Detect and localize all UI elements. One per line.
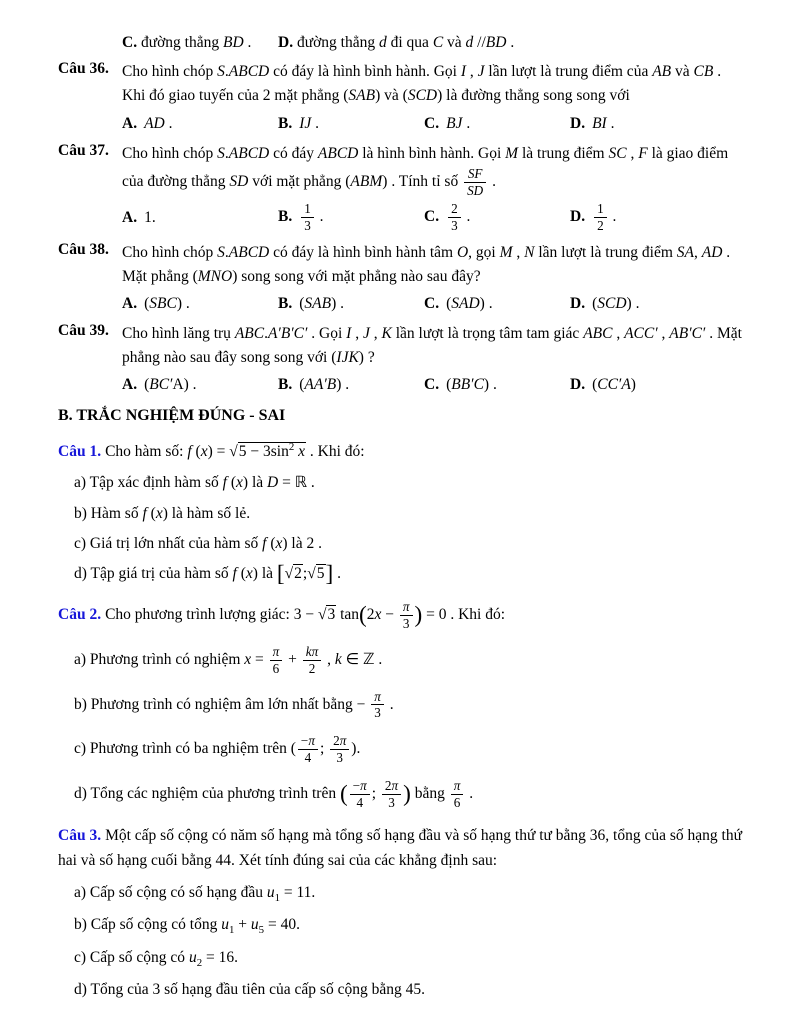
option-b-text: IJ . — [299, 114, 320, 132]
statement-c: c) Phương trình có ba nghiệm trên ( $\frac{-\pi}{4}$ ; $\frac{2\pi}{3}$ ). — [74, 733, 361, 766]
option-c-letter: C. — [424, 376, 440, 394]
question-38-label: Câu 38. — [58, 240, 109, 258]
option-b — [278, 373, 424, 396]
question-37-options — [122, 201, 742, 234]
question-36 — [58, 60, 742, 134]
cau-1-head — [58, 439, 742, 465]
option-a-text: AD . — [144, 114, 173, 132]
option-a-text: 1. — [144, 209, 156, 227]
option-d-text: $\frac{1}{2}$ . — [592, 208, 616, 225]
statement-b: b) Phương trình có nghiệm âm lớn nhất bằng − $\frac{\pi}{3}$ . — [74, 688, 394, 721]
option-a — [122, 206, 278, 229]
prev-option-c: C. đường thẳng BD . — [122, 34, 252, 51]
cau-2-head — [58, 599, 742, 632]
question-36-options — [122, 112, 742, 135]
option-c-letter: C. — [424, 114, 440, 132]
option-a — [122, 112, 278, 135]
cau-3-head — [58, 824, 742, 874]
option-b-text: (SAB) . — [299, 294, 344, 312]
cau-2-label: Câu 2. — [58, 606, 102, 624]
question-39-label: Câu 39. — [58, 322, 109, 340]
option-b-letter: B. — [278, 208, 293, 226]
cau-3-label: Câu 3. — [58, 827, 102, 845]
option-b — [278, 292, 424, 315]
cau-2 — [58, 599, 742, 810]
statement-a: a) Cấp số cộng có số hạng đầu $u_1 = 11$. — [74, 884, 316, 905]
option-c-letter: C. — [424, 294, 440, 312]
question-39-body: Cho hình lăng trụ ABC.A′B′C′ . Gọi I , J , K lần lượt là trọng tâm tam giác ABC , ACC′ , AB′C′ . Mặt phẳng nào sau đây song song với (IJK) ? — [122, 325, 742, 367]
option-d-letter: D. — [570, 114, 586, 132]
option-c-text: BJ . — [446, 114, 471, 132]
question-39-options — [122, 373, 742, 396]
option-b-letter: B. — [278, 114, 293, 132]
option-b-text: (AA′B) . — [299, 376, 350, 394]
option-d — [570, 292, 742, 315]
statement-d: d) Tập giá trị của hàm số f (x) là [√2;√5] . — [74, 561, 341, 588]
option-c — [424, 112, 570, 135]
question-37-label: Câu 37. — [58, 141, 109, 159]
option-c-text: $\frac{2}{3}$ . — [446, 208, 470, 225]
option-b-text: $\frac{1}{3}$ . — [299, 208, 323, 225]
option-b — [278, 112, 424, 135]
option-c-letter: C. — [424, 208, 440, 226]
option-d-letter: D. — [570, 376, 586, 394]
option-a-letter: A. — [122, 209, 138, 227]
option-a-text: (BC′A) . — [144, 376, 197, 394]
option-a — [122, 373, 278, 396]
cau-1-label: Câu 1. — [58, 442, 102, 460]
statement-b: b) Hàm số f (x) là hàm số lẻ. — [74, 504, 251, 522]
option-c — [424, 373, 570, 396]
option-c-text: (BB′C) . — [446, 376, 497, 394]
option-d — [570, 112, 742, 135]
statement-b: b) Cấp số cộng có tổng $u_1 + u_5 = 40$. — [74, 916, 300, 937]
option-d-text: BI . — [592, 114, 615, 132]
option-a-text: (SBC) . — [144, 294, 190, 312]
statement-c: c) Cấp số cộng có $u_2 = 16$. — [74, 948, 238, 969]
question-36-label: Câu 36. — [58, 60, 109, 78]
option-c-text: (SAD) . — [446, 294, 493, 312]
option-d-letter: D. — [570, 294, 586, 312]
option-a-letter: A. — [122, 114, 138, 132]
statement-a: a) Phương trình có nghiệm x = $\frac{\pi}{6}$ + $\frac{k\pi}{2}$ , k ∈ ℤ . — [74, 644, 383, 676]
section-b-heading: B. TRẮC NGHIỆM ĐÚNG - SAI — [58, 406, 286, 424]
option-b — [278, 201, 424, 234]
question-38-options — [122, 292, 742, 315]
statement-c: c) Giá trị lớn nhất của hàm số f (x) là 2 . — [74, 534, 322, 552]
option-c — [424, 201, 570, 234]
question-38 — [58, 241, 742, 315]
cau-3-statements — [74, 881, 742, 1001]
option-d — [570, 201, 742, 234]
option-a-letter: A. — [122, 294, 138, 312]
question-38-body: Cho hình chóp S.ABCD có đáy là hình bình hành tâm O, gọi M , N lần lượt là trung điểm SA, AD . Mặt phẳng (MNO) song song với mặt phẳng nào sau đây? — [122, 243, 731, 285]
cau-2-statements — [74, 644, 742, 810]
question-36-body: Cho hình chóp S.ABCD có đáy là hình bình hành. Gọi I , J lần lượt là trung điểm của AB và CB . Khi đó giao tuyến của 2 mặt phẳng (SAB) và (SCD) là đường thẳng song song với — [122, 63, 722, 105]
option-b-letter: B. — [278, 294, 293, 312]
option-d — [570, 373, 742, 396]
statement-a: a) Tập xác định hàm số f (x) là D = ℝ . — [74, 474, 315, 492]
question-37-body: Cho hình chóp S.ABCD có đáy ABCD là hình bình hành. Gọi M là trung điểm SC , F là giao điểm của đường thẳng SD với mặt phẳng (ABM) . Tính tỉ số $\frac{SF}{SD}$ . — [122, 144, 729, 198]
option-d-text: (SCD) . — [592, 294, 640, 312]
option-b-letter: B. — [278, 376, 293, 394]
prev-question-options — [58, 32, 742, 54]
statement-d: d) Tổng của 3 số hạng đầu tiên của cấp số cộng bằng 45. — [74, 981, 425, 999]
option-a-letter: A. — [122, 376, 138, 394]
option-c — [424, 292, 570, 315]
prev-option-d: D. đường thẳng d đi qua C và d //BD . — [278, 34, 515, 51]
cau-1-statements — [74, 471, 742, 588]
cau-3-body: Một cấp số cộng có năm số hạng mà tổng số hạng đầu và số hạng thứ tư bằng 36, tổng của số hạng thứ hai và số hạng cuối bằng 44. Xét tính đúng sai của các khẳng định sau: — [58, 827, 742, 870]
cau-2-body: Cho phương trình lượng giác: 3 − √3 tan(2x − $\frac{\pi}{3}$ ) = 0 . Khi đó: — [105, 599, 506, 632]
question-37 — [58, 142, 742, 234]
question-39 — [58, 322, 742, 396]
option-d-text: (CC′A) — [592, 376, 636, 394]
statement-d: d) Tổng các nghiệm của phương trình trên ( $\frac{-\pi}{4}$ ; $\frac{2\pi}{3}$ ) bằng $\frac{\pi}{6}$ . — [74, 777, 474, 810]
cau-1-body: Cho hàm số: f $(x) = √5 - 3\sin^2$ x . Khi đó: — [105, 440, 365, 460]
cau-1 — [58, 439, 742, 586]
option-d-letter: D. — [570, 208, 586, 226]
option-a — [122, 292, 278, 315]
cau-3 — [58, 824, 742, 1001]
